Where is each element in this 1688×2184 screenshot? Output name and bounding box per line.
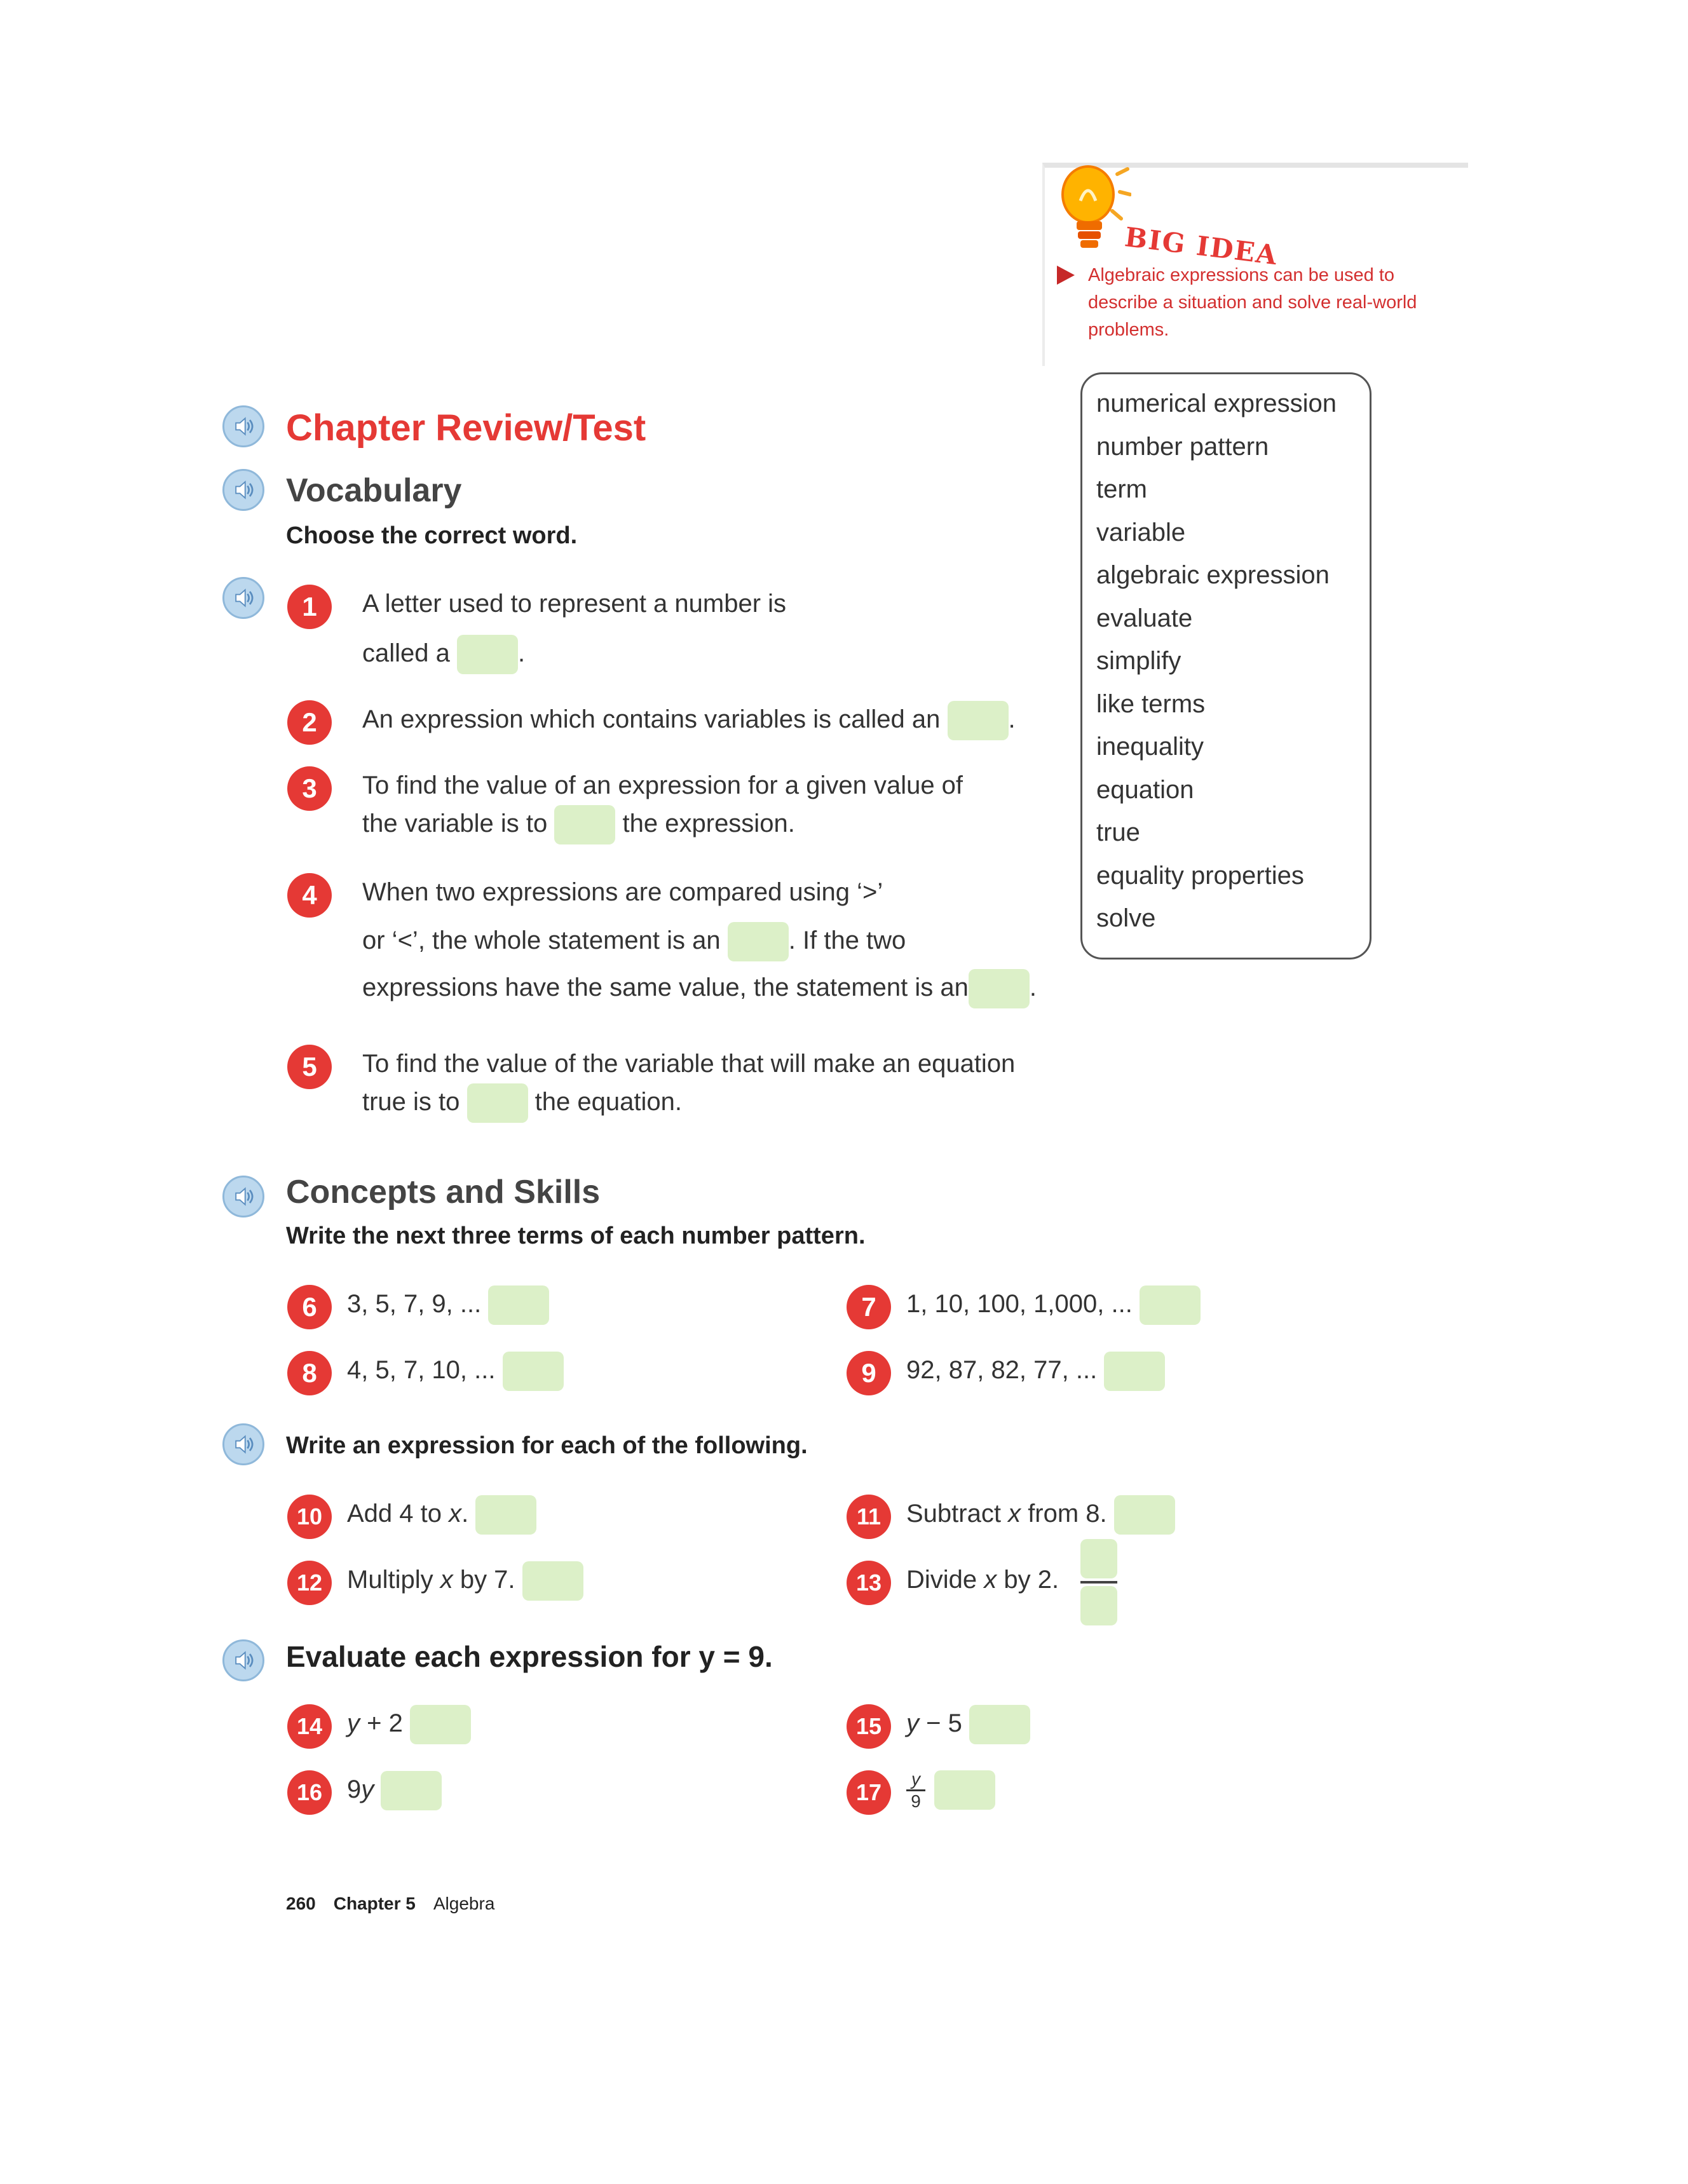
page-number: 260 (286, 1894, 316, 1913)
variable: y (906, 1709, 919, 1737)
answer-blank[interactable] (554, 805, 615, 844)
question-number-badge: 16 (287, 1770, 332, 1815)
big-idea-title: BIG IDEA (1123, 221, 1280, 271)
question-text-line (347, 1495, 536, 1535)
fraction-bar (1080, 1581, 1117, 1584)
question-text-line (362, 634, 525, 674)
big-idea-text: Algebraic expressions can be used to describe a situation and solve real-world problems. (1088, 265, 1417, 340)
question-number-badge: 2 (287, 700, 332, 745)
question-number-badge: 3 (287, 766, 332, 811)
word-bank-item: solve (1096, 904, 1156, 932)
question-text: 92, 87, 82, 77, ... (906, 1356, 1098, 1384)
answer-blank[interactable] (488, 1285, 549, 1325)
word-bank-item: algebraic expression (1096, 561, 1330, 589)
answer-blank[interactable] (1114, 1495, 1175, 1535)
variable: x (984, 1566, 997, 1594)
answer-blank[interactable] (969, 969, 1030, 1008)
question-text: by 7. (453, 1566, 515, 1594)
answer-blank[interactable] (948, 701, 1009, 740)
page-footer (286, 1894, 494, 1914)
lightbulb-icon (1049, 161, 1131, 263)
vocabulary-heading: Vocabulary (286, 472, 462, 509)
question-text-line (906, 1351, 1165, 1391)
answer-blank[interactable] (467, 1083, 528, 1123)
question-text: When two expressions are compared using ‘>’ (362, 878, 883, 906)
numerator-blank[interactable] (1080, 1539, 1117, 1578)
question-number-badge: 11 (847, 1495, 891, 1539)
question-number-badge: 17 (847, 1770, 891, 1815)
denominator-blank[interactable] (1080, 1586, 1117, 1625)
question-text: 9 (347, 1775, 362, 1803)
question-number-badge: 15 (847, 1704, 891, 1749)
word-bank (1080, 372, 1372, 960)
question-text-line (906, 1495, 1175, 1535)
speaker-icon[interactable] (222, 1176, 264, 1217)
word-bank-item: true (1096, 818, 1140, 846)
question-text: + 2 (360, 1709, 403, 1737)
question-text: . (518, 639, 526, 667)
answer-blank[interactable] (410, 1705, 471, 1744)
question-text: 3, 5, 7, 9, ... (347, 1290, 482, 1318)
question-text: 1, 10, 100, 1,000, ... (906, 1290, 1133, 1318)
answer-blank[interactable] (522, 1561, 583, 1601)
word-bank-item: equality properties (1096, 861, 1304, 890)
answer-blank[interactable] (475, 1495, 536, 1535)
question-text: the expression. (622, 810, 795, 838)
question-text-line (347, 1704, 471, 1744)
footer-title: Algebra (433, 1894, 495, 1913)
question-text: the equation. (534, 1088, 682, 1116)
speaker-icon[interactable] (222, 405, 264, 447)
word-bank-item: simplify (1096, 647, 1181, 675)
question-text: . (1029, 973, 1037, 1001)
speaker-icon[interactable] (222, 577, 264, 619)
question-number-badge: 4 (287, 873, 332, 918)
question-text: To find the value of an expression for a given value of (362, 771, 963, 799)
speaker-icon[interactable] (222, 1639, 264, 1681)
question-number-badge: 5 (287, 1045, 332, 1089)
footer-chapter: Chapter 5 (333, 1894, 416, 1913)
answer-blank[interactable] (457, 635, 518, 674)
question-number-badge: 13 (847, 1561, 891, 1605)
word-bank-item: evaluate (1096, 604, 1193, 632)
answer-blank[interactable] (381, 1771, 442, 1810)
word-bank-item: inequality (1096, 733, 1204, 761)
vocabulary-instruction: Choose the correct word. (286, 522, 578, 549)
question-text: Subtract (906, 1500, 1009, 1528)
question-text: − 5 (919, 1709, 962, 1737)
question-text: true is to (362, 1088, 460, 1116)
question-text: 4, 5, 7, 10, ... (347, 1356, 496, 1384)
question-text: called a (362, 639, 450, 667)
word-bank-item: numerical expression (1096, 390, 1337, 417)
question-number-badge: 6 (287, 1285, 332, 1329)
variable: y (361, 1775, 374, 1803)
question-text-line (906, 1704, 1030, 1744)
word-bank-item: term (1096, 475, 1147, 503)
question-number-badge: 8 (287, 1351, 332, 1395)
question-text: Add 4 to (347, 1500, 449, 1528)
question-text-line (347, 1561, 583, 1601)
speaker-icon[interactable] (222, 1423, 264, 1465)
concepts-heading: Concepts and Skills (286, 1174, 601, 1211)
question-text: or ‘<’, the whole statement is an (362, 926, 721, 954)
question-text: An expression which contains variables is called an (362, 705, 941, 733)
answer-blank[interactable] (1140, 1285, 1201, 1325)
fraction-numerator: y (911, 1769, 920, 1789)
question-text-line (347, 1770, 442, 1810)
variable: x (440, 1566, 453, 1594)
fraction-denominator: 9 (911, 1791, 921, 1811)
question-text: A letter used to represent a number is (362, 590, 787, 618)
question-number-badge: 7 (847, 1285, 891, 1329)
word-bank-item: equation (1096, 775, 1194, 804)
question-text: . If the two (788, 926, 906, 954)
question-text: . (1008, 705, 1016, 733)
play-arrow-icon (1057, 266, 1075, 285)
question-number-badge: 14 (287, 1704, 332, 1749)
answer-blank[interactable] (728, 922, 789, 961)
question-number-badge: 12 (287, 1561, 332, 1605)
concepts-instruction: Write the next three terms of each number pattern. (286, 1223, 866, 1249)
answer-blank[interactable] (969, 1705, 1030, 1744)
question-text-line (362, 700, 1016, 740)
fraction-answer (1080, 1539, 1117, 1625)
chapter-title: Chapter Review/Test (286, 407, 646, 449)
question-text-line (362, 804, 795, 844)
question-text (906, 1561, 1059, 1599)
question-text: Divide (906, 1566, 984, 1594)
answer-blank[interactable] (1104, 1352, 1165, 1391)
question-number-badge: 1 (287, 585, 332, 629)
question-text-line (362, 968, 1037, 1008)
variable: x (449, 1500, 462, 1528)
word-bank-item: number pattern (1096, 432, 1269, 461)
question-number-badge: 9 (847, 1351, 891, 1395)
question-text: expressions have the same value, the statement is an (362, 973, 969, 1001)
question-text: the variable is to (362, 810, 548, 838)
variable: x (1008, 1500, 1021, 1528)
question-text-line (906, 1285, 1201, 1325)
question-text-line (362, 1083, 682, 1123)
evaluate-instruction: Evaluate each expression for y = 9. (286, 1640, 773, 1673)
question-text: To find the value of the variable that will make an equation (362, 1050, 1016, 1078)
question-text-line (347, 1285, 549, 1325)
question-text: by 2. (997, 1566, 1059, 1594)
speaker-icon[interactable] (222, 469, 264, 511)
question-text: from 8. (1021, 1500, 1107, 1528)
answer-blank[interactable] (503, 1352, 564, 1391)
expressions-instruction: Write an expression for each of the following. (286, 1432, 808, 1459)
word-bank-item: variable (1096, 518, 1186, 546)
word-bank-item: like terms (1096, 689, 1206, 718)
question-number-badge: 10 (287, 1495, 332, 1539)
question-text: Multiply (347, 1566, 440, 1594)
fraction-expression (906, 1770, 925, 1810)
question-text-line (362, 921, 906, 961)
variable: y (347, 1709, 360, 1737)
question-text-line (347, 1351, 564, 1391)
answer-blank[interactable] (934, 1770, 995, 1810)
question-text: . (461, 1500, 469, 1528)
